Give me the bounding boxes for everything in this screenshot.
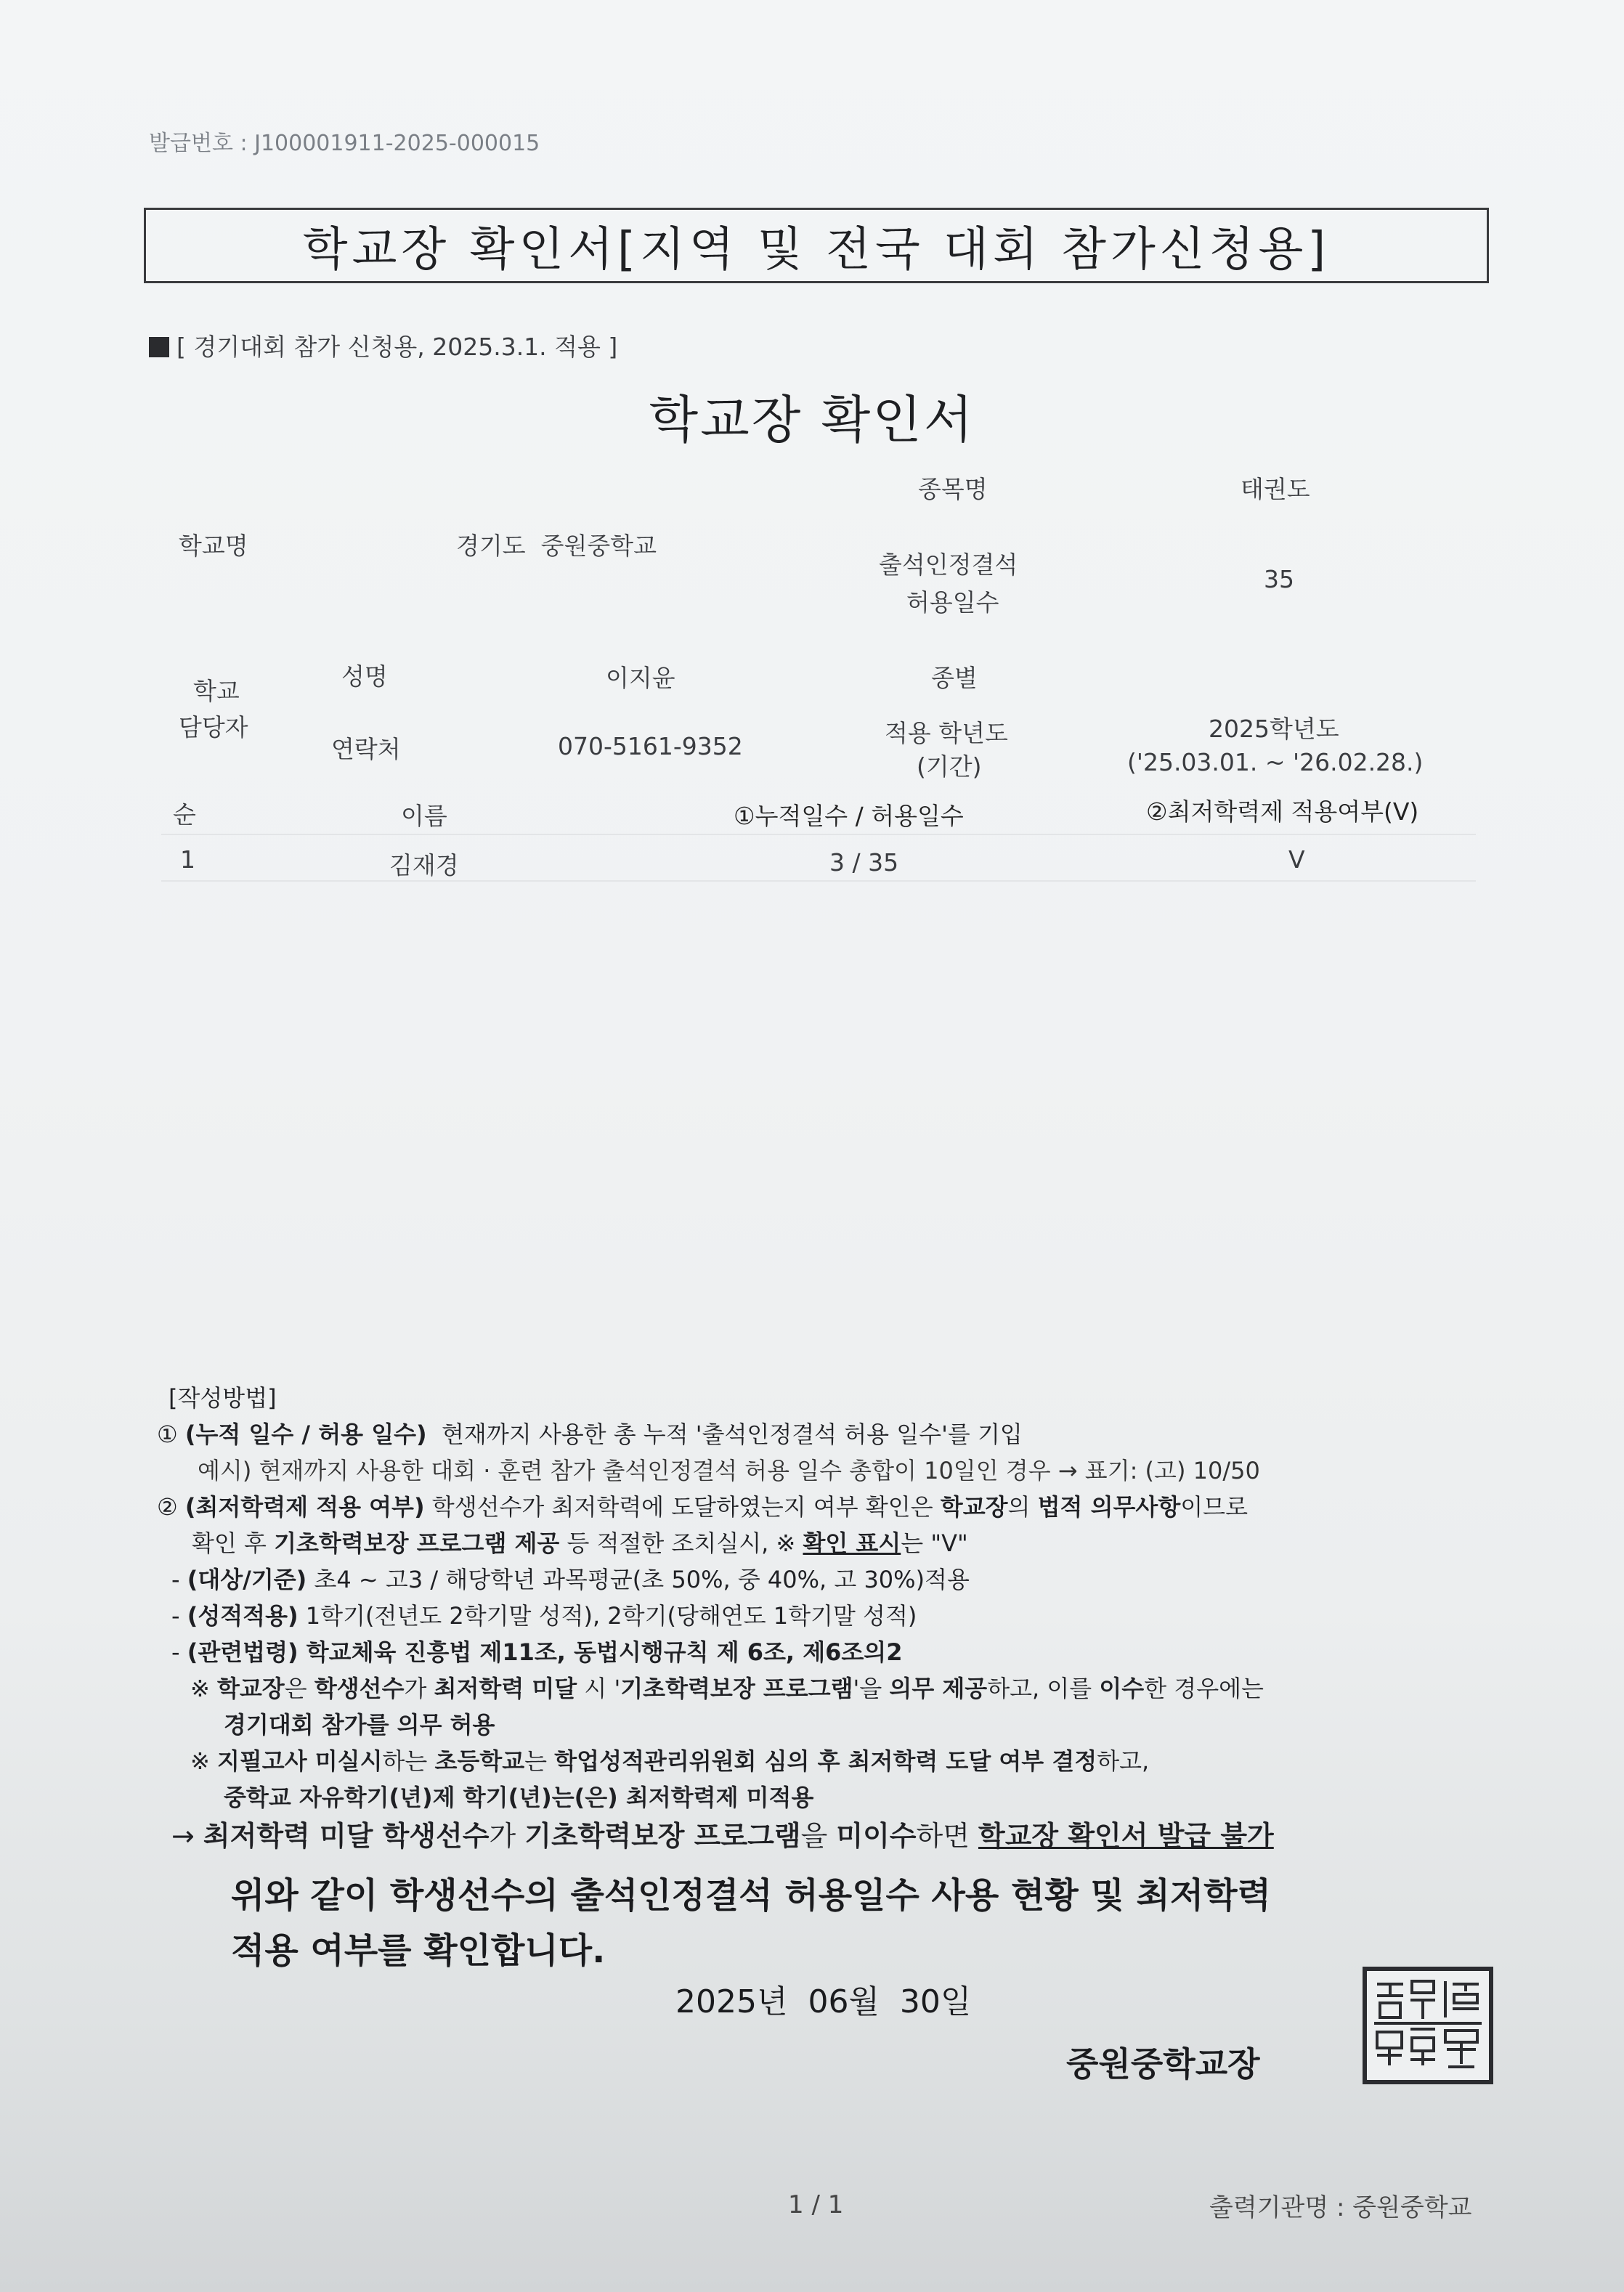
year-value-1: 2025학년도 <box>1209 715 1339 743</box>
allowed-days-label-2: 허용일수 <box>906 588 999 617</box>
year-label-1: 적용 학년도 <box>885 719 1008 747</box>
document-title: 학교장 확인서[지역 및 전국 대회 참가신청용] <box>302 223 1331 277</box>
name-label: 성명 <box>341 662 388 691</box>
contact-group-label-1: 학교 <box>193 677 240 705</box>
table-header-divider <box>161 834 1476 835</box>
guide-line-7: - (관련법령) 학교체육 진흥법 제11조, 동법시행규칙 제 6조, 제6조의2 <box>171 1638 903 1666</box>
issue-date: 2025년 06월 30일 <box>675 1983 972 2020</box>
allowed-days-label-1: 출석인정결석 <box>879 550 1018 579</box>
seal-icon <box>1367 1971 1489 2080</box>
statement-line-1: 위와 같이 학생선수의 출석인정결석 허용일수 사용 현황 및 최저학력 <box>231 1875 1271 1916</box>
contact-group-label-2: 담당자 <box>179 713 248 741</box>
document-heading: 학교장 확인서 <box>649 390 975 450</box>
output-org: 출력기관명 : 중원중학교 <box>1209 2193 1472 2222</box>
year-value-2: ('25.03.01. ~ '26.02.28.) <box>1127 748 1424 776</box>
row-applied: V <box>1288 845 1305 874</box>
subtitle-note-text: [ 경기대회 참가 신청용, 2025.3.1. 적용 ] <box>176 333 618 361</box>
signer-name: 중원중학교장 <box>1066 2044 1260 2084</box>
table-header-applied: ②최저학력제 적용여부(V) <box>1146 797 1419 826</box>
table-header-days: ①누적일수 / 허용일수 <box>734 802 964 830</box>
title-box <box>144 208 1489 283</box>
guide-line-12: → 최저학력 미달 학생선수가 기초학력보장 프로그램을 미이수하면 학교장 확인서 발급 불가 <box>171 1820 1274 1852</box>
guide-line-4: 확인 후 기초학력보장 프로그램 제공 등 적절한 조치실시, ※ 확인 표시는 "V" <box>192 1529 968 1557</box>
sport-label: 종목명 <box>918 475 988 503</box>
category-label: 종별 <box>931 664 978 692</box>
table-header-no: 순 <box>173 800 196 829</box>
school-label: 학교명 <box>179 532 248 560</box>
row-name: 김재경 <box>389 851 459 879</box>
official-seal <box>1363 1967 1493 2084</box>
row-days: 3 / 35 <box>829 848 899 877</box>
guide-line-3: ② (최저학력제 적용 여부) 학생선수가 최저학력에 도달하였는지 여부 확인은 학교장의 법적 의무사항이므로 <box>157 1493 1249 1521</box>
table-row-divider <box>161 880 1476 882</box>
guide-line-10: ※ 지필고사 미실시하는 초등학교는 학업성적관리위원회 심의 후 최저학력 도달 여부 결정하고, <box>190 1747 1150 1775</box>
name-value: 이지윤 <box>606 664 675 692</box>
statement-line-2: 적용 여부를 확인합니다. <box>231 1930 606 1971</box>
page-number: 1 / 1 <box>788 2190 844 2219</box>
seal-text: 중원중학교장 <box>1426 2077 1430 2078</box>
writing-guide <box>157 1380 1274 1856</box>
issue-number: 발급번호 : J100001911-2025-000015 <box>149 131 540 156</box>
guide-line-5: - (대상/기준) 초4 ~ 고3 / 해당학년 과목평균(초 50%, 중 40%, 고 30%)적용 <box>171 1566 970 1593</box>
sport-value: 태권도 <box>1241 475 1310 503</box>
allowed-days-value: 35 <box>1264 565 1294 593</box>
guide-line-2: 예시) 현재까지 사용한 대회 · 훈련 참가 출석인정결석 허용 일수 총합이 10일인 경우 → 표기: (고) 10/50 <box>198 1457 1260 1484</box>
confirmation-statement <box>231 1868 1271 1978</box>
guide-line-1: ① (누적 일수 / 허용 일수) 현재까지 사용한 총 누적 '출석인정결석 허용 일수'를 기입 <box>157 1421 1023 1448</box>
school-value: 경기도 중원중학교 <box>456 532 657 560</box>
guide-line-9: 경기대회 참가를 의무 허용 <box>224 1711 495 1739</box>
row-no: 1 <box>180 845 195 874</box>
phone-label: 연락처 <box>331 735 401 763</box>
table-header-name: 이름 <box>401 802 447 830</box>
guide-line-6: - (성적적용) 1학기(전년도 2학기말 성적), 2학기(당해연도 1학기말 성적) <box>171 1602 917 1630</box>
subtitle-note <box>149 328 617 362</box>
guide-line-8: ※ 학교장은 학생선수가 최저학력 미달 시 '기초학력보장 프로그램'을 의무 제공하고, 이를 이수한 경우에는 <box>190 1675 1264 1702</box>
square-bullet-icon <box>149 337 169 357</box>
year-label-2: (기간) <box>917 752 982 781</box>
guide-heading: [작성방법] <box>169 1384 277 1412</box>
phone-value: 070-5161-9352 <box>558 732 743 760</box>
guide-line-11: 중학교 자유학기(년)제 학기(년)는(은) 최저학력제 미적용 <box>224 1784 814 1811</box>
